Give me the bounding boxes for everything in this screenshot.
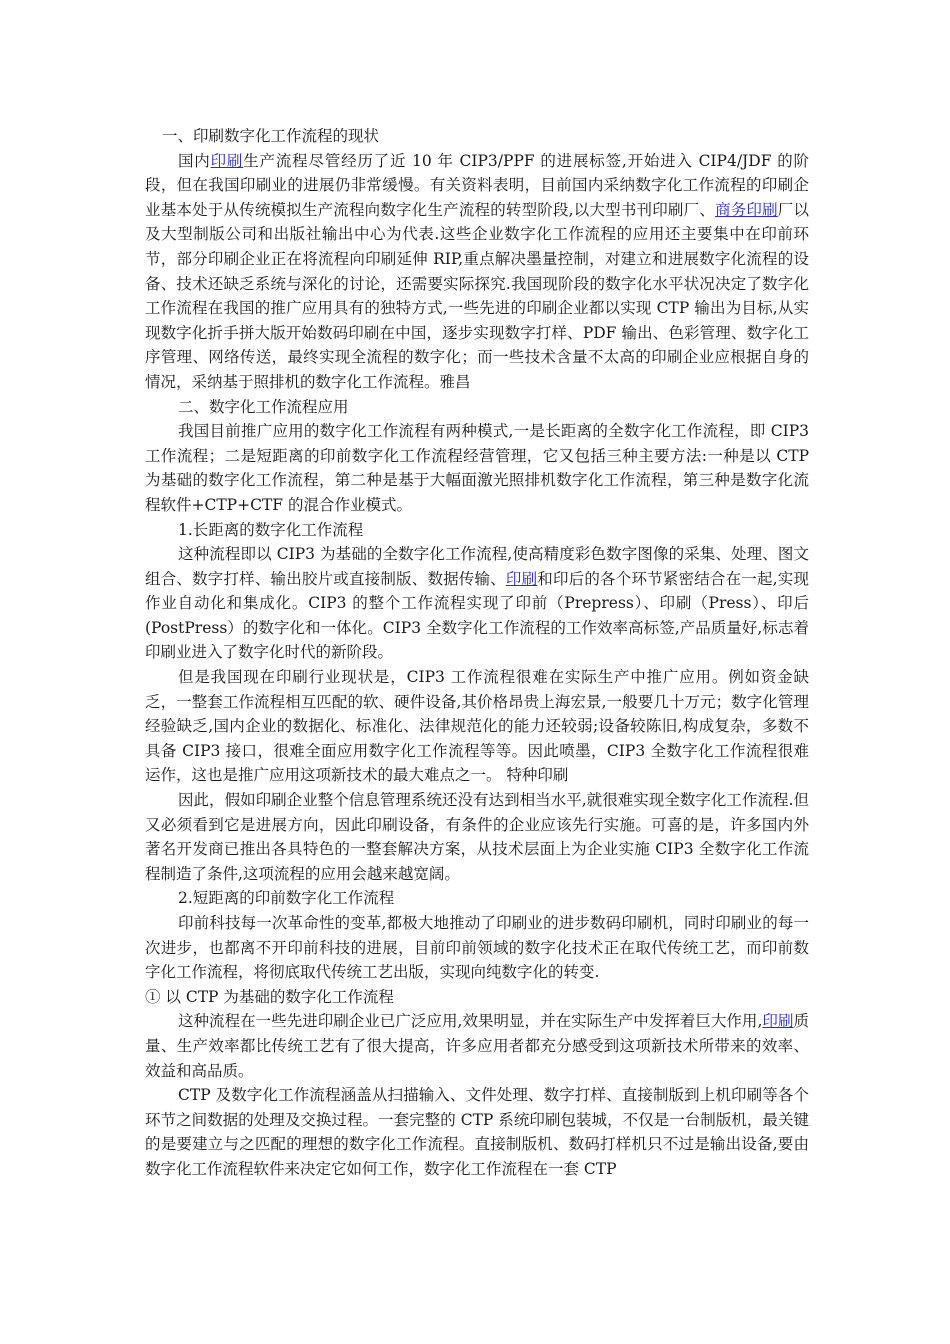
document-body [145, 124, 809, 1182]
section-1-heading: 一、印刷数字化工作流程的现状 [162, 127, 380, 145]
link-printing[interactable]: 印刷 [762, 1012, 794, 1031]
text-run: 和印后的各个环节紧密结合在一起,实现作业自动化和集成化。CIP3 的整个工作流程实现了印前（Prepress）、印刷（Press）、印后(PostPress）的数字化和一体化。CIP3 全数字化工作流程的工作效率高标签,产品质量好,标志着印刷业进入了数字化时代的新阶段。 [145, 569, 809, 662]
paragraph-cip3 [145, 542, 809, 665]
subsection-2-heading: 2.短距离的印前数字化工作流程 [178, 889, 395, 908]
text-run: 厂以及大型制版公司和出版社输出中心为代表.这些企业数字化工作流程的应用还主要集中在印前环节，部分印刷企业正在将流程向印刷延伸 RIP,重点解决墨量控制，对建立和进展数字化流程的设备、技术还缺乏系统与深化的讨论，还需要实际探究.我国现阶段的数字化水平状况决定了数字化工作流程在我国的推广应用具有的独特方式,一些先进的印刷企业都以实现 CTP 输出为目标,从实现数字化折手拼大版开始数码印刷在中国，逐步实现数字打样、PDF 输出、色彩管理、数字化工序管理、网络传送，最终实现全流程的数字化；而一些技术含量不太高的印刷企业应根据自身的情况，采纳基于照排机的数字化工作流程。雅昌 [145, 200, 809, 391]
paragraph-ctp-system: CTP 及数字化工作流程涵盖从扫描输入、文件处理、数字打样、直接制版到上机印刷等各个环节之间数据的处理及交换过程。一套完整的 CTP 系统印刷包装城，不仅是一台制版机，最关键的是要建立与之匹配的理想的数字化工作流程。直接制版机、数码打样机只不过是输出设备,要由数字化工作流程软件来决定它如何工作，数字化工作流程在一套 CTP [145, 1086, 809, 1178]
text-run: 生产流程尽管经历了近 10 年 CIP3/PPF 的进展标签,开始进入 CIP4/JDF 的阶段，但在我国印刷业的进展仍非常缓慢。有关资料表明，目前国内采纳数字化工作流程的印刷企业基本处于从传统模拟生产流程向数字化生产流程的转型阶段,以大型书刊印刷厂、 [145, 151, 809, 219]
text-run: 这种流程即以 CIP3 为基础的全数字化工作流程,使高精度彩色数字图像的采集、处理、图文组合、数字打样、输出胶片或直接制版、数据传输、 [145, 545, 809, 588]
paragraph-status [145, 149, 809, 395]
paragraph-prepress: 印前科技每一次革命性的变革,都极大地推动了印刷业的进步数码印刷机，同时印刷业的每一次进步，也都离不开印前科技的进展，目前印前领域的数字化技术正在取代传统工艺，而印前数字化工作流程，将彻底取代传统工艺出版，实现向纯数字化的转变. [145, 914, 809, 982]
section-2-heading: 二、数字化工作流程应用 [178, 397, 349, 416]
text-run: 质量、生产效率都比传统工艺有了很大提高，许多应用者都充分感受到这项新技术所带来的效率、效益和高品质。 [145, 1012, 809, 1080]
paragraph-difficulties: 但是我国现在印刷行业现状是，CIP3 工作流程很难在实际生产中推广应用。例如资金缺乏，一整套工作流程相互匹配的软、硬件设备,其价格昂贵上海宏景,一般要几十万元；数字化管理经验缺乏,国内企业的数据化、标准化、法律规范化的能力还较弱;设备较陈旧,构成复杂，多数不具备 CIP3 接口，很难全面应用数字化工作流程等等。因此喷墨，CIP3 全数字化工作流程很难运作，这也是推广应用这项新技术的最大难点之一。 特种印刷 [145, 668, 809, 785]
paragraph-modes: 我国目前推广应用的数字化工作流程有两种模式,一是长距离的全数字化工作流程，即 CIP3 工作流程；二是短距离的印前数字化工作流程经营管理，它又包括三种主要方法:一种是以 CTP 为基础的数字化工作流程，第二种是基于大幅面激光照排机数字化工作流程，第三种是数字化流程软件+CTP+CTF 的混合作业模式。 [145, 422, 809, 514]
paragraph-outlook: 因此，假如印刷企业整个信息管理系统还没有达到相当水平,就很难实现全数字化工作流程.但又必须看到它是进展方向，因此印刷设备，有条件的企业应该先行实施。可喜的是，许多国内外著名开发商已推出各具特色的一整套解决方案，从技术层面上为企业实施 CIP3 全数字化工作流程制造了条件,这项流程的应用会越来越宽阔。 [145, 791, 809, 883]
subsection-3-heading: ① 以 CTP 为基础的数字化工作流程 [145, 987, 394, 1006]
link-printing[interactable]: 印刷 [210, 151, 244, 170]
paragraph-ctp-workflow [145, 1009, 809, 1083]
link-printing[interactable]: 印刷 [505, 569, 538, 588]
subsection-1-heading: 1.长距离的数字化工作流程 [178, 520, 364, 539]
text-run: 这种流程在一些先进印刷企业已广泛应用,效果明显，并在实际生产中发挥着巨大作用, [178, 1012, 763, 1031]
link-commercial-printing[interactable]: 商务印刷 [715, 200, 778, 219]
text-run: 国内 [178, 151, 211, 170]
